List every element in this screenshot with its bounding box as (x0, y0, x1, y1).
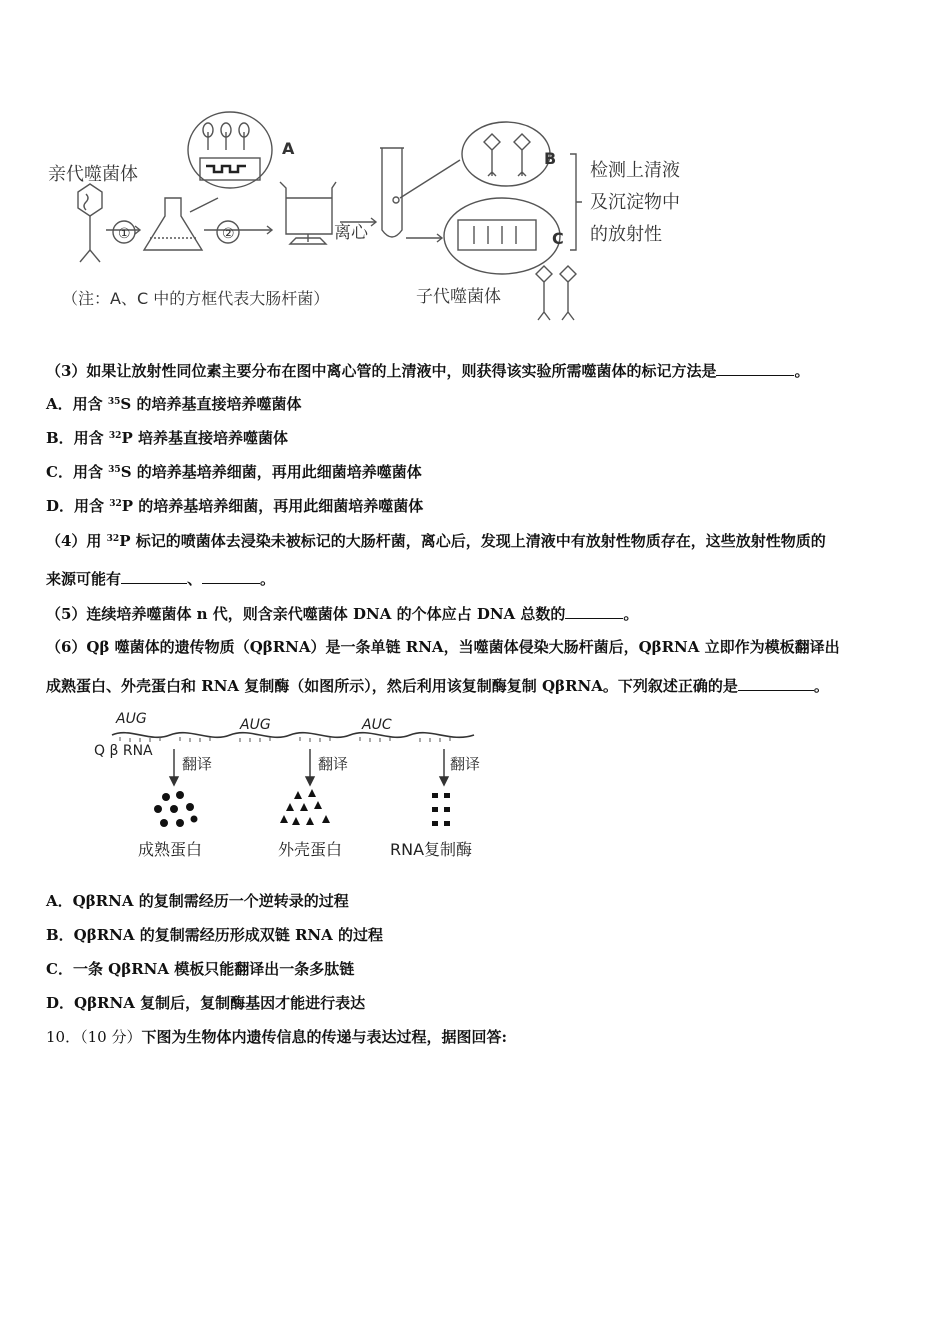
q3-option-a (46, 394, 301, 414)
offspring-phage-icon (536, 266, 576, 320)
codon-1: AUG (116, 711, 147, 727)
beaker-icon (280, 182, 336, 244)
qbeta-rna-svg (90, 705, 530, 870)
option-post: S 的培养基直接培养噬菌体 (120, 395, 302, 413)
circle-c-icon (444, 198, 560, 274)
option-pre: C．用含 (46, 463, 109, 481)
circle-a-icon (188, 112, 272, 188)
protein-label-1: 成熟蛋白 (138, 840, 203, 859)
centrifuge-label: 离心 (334, 223, 368, 243)
q3-end: 。 (794, 362, 810, 380)
protein-label-3: RNA复制酶 (390, 840, 473, 859)
option-sup: 35 (107, 397, 121, 407)
figure-note: （注：A、C 中的方框代表大肠杆菌） (62, 289, 330, 308)
q3-option-b (46, 428, 288, 448)
rna-strand (112, 733, 474, 738)
q6-line2-text: 成熟蛋白、外壳蛋白和 RNA 复制酶（如图所示），然后利用该复制酶复制 QβRNA。下列叙述正确的是 (46, 677, 738, 695)
q6-option-a: A．QβRNA 的复制需经历一个逆转录的过程 (46, 892, 349, 910)
q5-text: （5）连续培养噬菌体 n 代，则含亲代噬菌体 DNA 的个体应占 DNA 总数的 (46, 605, 566, 623)
option-pre: A．用含 (46, 395, 108, 413)
option-pre: D．用含 (46, 497, 110, 515)
phage-experiment-figure (40, 110, 720, 335)
rna-label: Q β RNA (94, 743, 153, 759)
offspring-label: 子代噬菌体 (416, 287, 501, 307)
option-pre: B．用含 (46, 429, 109, 447)
q5-line (46, 603, 638, 624)
label-b: B (544, 149, 557, 168)
centrifuge-tube-icon (380, 148, 404, 237)
q4-line1 (46, 531, 826, 551)
qbeta-rna-figure (90, 705, 530, 870)
coat-protein-triangles (280, 789, 330, 825)
detect-line3: 的放射性 (590, 224, 662, 245)
q6-line1 (46, 637, 840, 657)
q4-answer-blank-1[interactable] (121, 568, 187, 584)
q6-option-d: D．QβRNA 复制后，复制酶基因才能进行表达 (46, 994, 366, 1012)
translate-label-2: 翻译 (318, 755, 349, 773)
q10-points: （10 分） (80, 1028, 142, 1046)
codon-2: AUG (240, 717, 271, 733)
parent-phage-icon (78, 184, 102, 262)
q4-answer-blank-2[interactable] (202, 568, 260, 584)
mature-protein-dots (154, 791, 198, 827)
q6-line1-text: （6）Qβ 噬菌体的遗传物质（QβRNA）是一条单链 RNA，当噬菌体侵染大肠杆菌后，QβRNA 立即作为模板翻译出 (46, 638, 840, 656)
detect-line2: 及沉淀物中 (590, 192, 680, 213)
step1-label: ① (118, 226, 131, 242)
q4-sup: 32 (106, 534, 120, 544)
q4-end: 。 (260, 570, 276, 588)
option-post: P 的培养基培养细菌，再用此细菌培养噬菌体 (121, 497, 424, 515)
q4-sep: 、 (187, 570, 203, 588)
q6-option-c: C．一条 QβRNA 模板只能翻译出一条多肽链 (46, 960, 355, 978)
q3-option-d (46, 496, 423, 516)
q5-answer-blank[interactable] (565, 603, 623, 619)
q3-option-c (46, 462, 422, 482)
q6-answer-blank[interactable] (738, 675, 814, 691)
parent-phage-label: 亲代噬菌体 (48, 164, 138, 185)
option-post: S 的培养基培养细菌，再用此细菌培养噬菌体 (120, 463, 422, 481)
circle-b-icon (462, 122, 550, 186)
q3-stem (46, 360, 809, 381)
q10-text: 下图为生物体内遗传信息的传递与表达过程，据图回答: (141, 1028, 507, 1046)
q6-end: 。 (813, 677, 829, 695)
codon-3: AUC (362, 717, 392, 733)
replicase-squares (432, 793, 450, 826)
q4-line2 (46, 568, 275, 589)
option-sup: 32 (109, 499, 122, 509)
q10-number: 10． (46, 1028, 81, 1046)
q10-line (46, 1027, 507, 1047)
q4-post: P 标记的喷菌体去浸染未被标记的大肠杆菌，离心后，发现上清液中有放射性物质存在，这些放射性物质的 (119, 532, 826, 550)
protein-label-2: 外壳蛋白 (278, 840, 343, 859)
q3-stem-text: （3）如果让放射性同位素主要分布在图中离心管的上清液中，则获得该实验所需噬菌体的标记方法是 (46, 362, 717, 380)
q3-answer-blank[interactable] (716, 360, 794, 376)
q6-line2 (46, 675, 829, 696)
option-post: P 培养基直接培养噬菌体 (121, 429, 288, 447)
label-c: C (552, 229, 564, 248)
q6-option-b: B．QβRNA 的复制需经历形成双链 RNA 的过程 (46, 926, 384, 944)
q4-pre: （4）用 (46, 532, 107, 550)
option-sup: 32 (108, 431, 122, 441)
translate-label-3: 翻译 (450, 755, 481, 773)
phage-experiment-svg (40, 110, 720, 335)
translate-label-1: 翻译 (182, 755, 213, 773)
label-a: A (282, 139, 295, 158)
step2-label: ② (222, 226, 235, 242)
option-sup: 35 (108, 465, 121, 475)
q5-end: 。 (623, 605, 639, 623)
bracket (570, 154, 582, 250)
detect-line1: 检测上清液 (590, 160, 680, 181)
q4-line2-pre: 来源可能有 (46, 570, 122, 588)
flask-icon (144, 198, 202, 250)
